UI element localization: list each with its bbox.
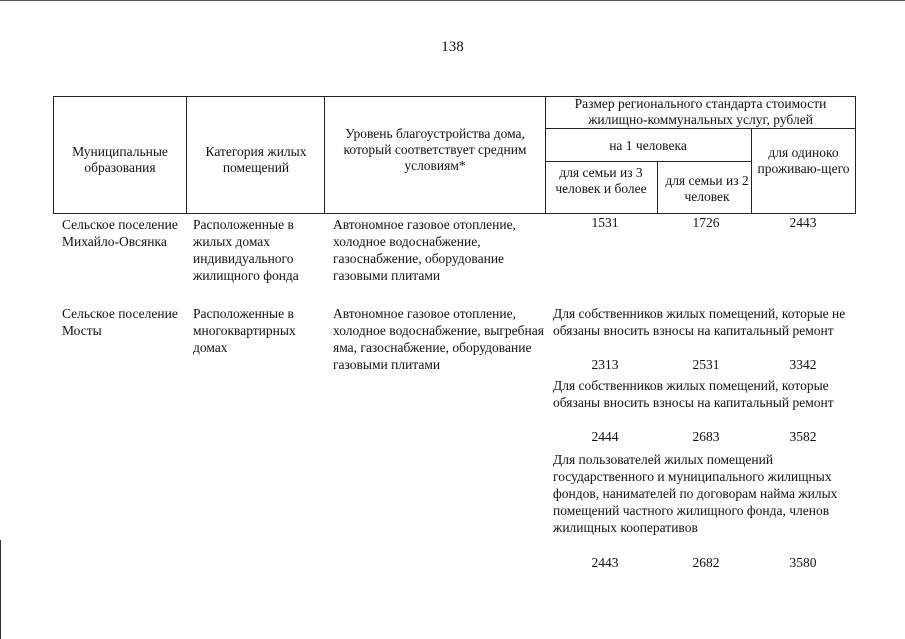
row2-group1-family2: 2531 [692, 357, 720, 372]
row2-group2-family2: 2683 [692, 429, 720, 444]
header-single: для одиноко проживаю-щего [757, 145, 850, 176]
row2-group2-note: Для собственников жилых помещений, которые обязаны вносить взносы на капитальный ремонт [553, 378, 834, 410]
row2-group3-single: 3580 [789, 555, 817, 570]
row1-level: Автономное газовое отопление, холодное водоснабжение, газоснабжение, оборудование газовыми плитами [333, 217, 516, 283]
header-family-3: для семьи из 3 человек и более [555, 165, 647, 196]
row2-group1-note: Для собственников жилых помещений, которые не обязаны вносить взносы на капитальный ремонт [553, 306, 846, 338]
row1-category: Расположенные в жилых домах индивидуального жилищного фонда [193, 217, 299, 283]
row2-group1-family3: 2313 [591, 357, 619, 372]
page-top-edge [0, 0, 905, 1]
row2-municipality: Сельское поселение Мосты [62, 306, 178, 338]
header-per-person: на 1 человека [609, 138, 687, 153]
row1-value-single: 2443 [789, 215, 817, 230]
row2-category: Расположенные в многоквартирных домах [193, 306, 296, 355]
row1-value-family3: 1531 [591, 215, 619, 230]
row2-group2-single: 3582 [789, 429, 817, 444]
row2-group1-single: 3342 [789, 357, 817, 372]
row2-group3-note: Для пользователей жилых помещений государственного и муниципального жилищных фондов, нанимателей по договорам найма жилых помещений частного жилищного фонда, членов жилищных кооперативов [553, 452, 838, 535]
header-improvement-level: Уровень благоустройства дома, который соответствует средним условиям* [343, 126, 527, 173]
row1-value-family2: 1726 [692, 215, 720, 230]
row2-group2-family3: 2444 [591, 429, 619, 444]
header-family-2: для семьи из 2 человек [665, 173, 749, 204]
header-municipality: Муниципальные образования [72, 144, 168, 175]
header-housing-category: Категория жилых помещений [205, 144, 307, 175]
header-standard-size: Размер регионального стандарта стоимости жилищно-коммунальных услуг, рублей [574, 96, 827, 127]
row1-municipality: Сельское поселение Михайло-Овсянка [62, 217, 178, 249]
row2-group3-family2: 2682 [692, 555, 720, 570]
scan-margin-line [0, 540, 1, 639]
row2-level: Автономное газовое отопление, холодное водоснабжение, выгребная яма, газоснабжение, оборудование газовыми плитами [333, 306, 544, 372]
page-number: 138 [441, 39, 464, 55]
row2-group3-family3: 2443 [591, 555, 619, 570]
